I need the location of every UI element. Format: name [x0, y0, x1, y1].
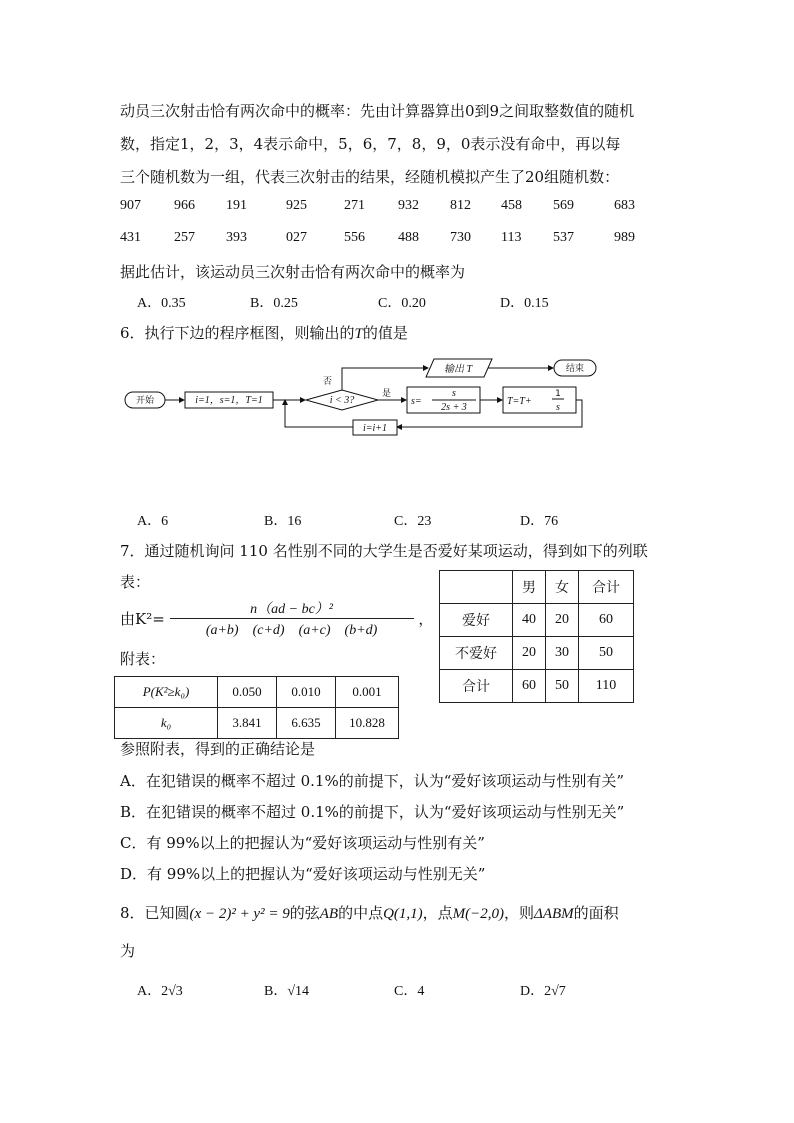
- midpoint-label: Q(1,1): [383, 906, 423, 922]
- q7-conclusion: 参照附表，得到的正确结论是: [120, 740, 316, 758]
- table-cell: 6.635: [277, 708, 336, 739]
- option-a: A．6: [137, 514, 169, 529]
- random-number: 458: [501, 198, 522, 213]
- option-a: A．在犯错误的概率不超过 0.1%的前提下，认为“爱好该项运动与性别有关”: [120, 772, 625, 790]
- option-b: B．0.25: [250, 296, 298, 311]
- table-row: [440, 670, 634, 703]
- chi-square-formula: [120, 598, 433, 639]
- option-a: A．0.35: [137, 296, 186, 311]
- option-d: D．有 99%以上的把握认为“爱好该项运动与性别无关”: [120, 865, 486, 883]
- table-cell: 50: [546, 670, 579, 703]
- formula-prefix: 由K²=: [120, 610, 165, 628]
- table-cell: 男: [513, 571, 546, 604]
- flowchart-start-label: 开始: [135, 396, 155, 406]
- flowchart-no-label: 否: [323, 377, 333, 387]
- table-cell: 0.010: [277, 677, 336, 708]
- table-cell: 110: [579, 670, 634, 703]
- random-number: 812: [450, 198, 471, 213]
- random-number: 191: [226, 198, 247, 213]
- q6-stem: 6．执行下边的程序框图，则输出的T的值是: [120, 324, 408, 342]
- option-c: C．23: [394, 514, 432, 529]
- option-b: B．在犯错误的概率不超过 0.1%的前提下，认为“爱好该项运动与性别无关”: [120, 803, 625, 821]
- random-number: 537: [553, 230, 574, 245]
- flowchart-end-label: 结束: [565, 364, 585, 374]
- flowchart-yes-label: 是: [382, 389, 392, 399]
- q8-stem: 8．已知圆(x − 2)² + y² = 9的弦AB的中点Q(1,1)，点M(−2,0)，则ΔABM的面积: [120, 904, 619, 922]
- q7-stem-cont: 表：: [120, 573, 151, 591]
- option-c: C．有 99%以上的把握认为“爱好该项运动与性别有关”: [120, 834, 485, 852]
- random-number: 271: [344, 198, 365, 213]
- random-number: 730: [450, 230, 471, 245]
- option-c: C．4: [394, 984, 425, 999]
- point-label: M(−2,0): [452, 906, 505, 922]
- table-cell: 合计: [440, 670, 513, 703]
- random-number: 932: [398, 198, 419, 213]
- flowchart-output-label: 输出 T: [443, 364, 473, 375]
- option-b: B．16: [264, 514, 302, 529]
- table-cell: 20: [546, 604, 579, 637]
- random-number: 569: [553, 198, 574, 213]
- table-cell: 20: [513, 637, 546, 670]
- random-number: 907: [120, 198, 141, 213]
- random-number: 966: [174, 198, 195, 213]
- formula-fraction: [170, 598, 414, 639]
- table-cell: 60: [513, 670, 546, 703]
- option-d: D．76: [520, 514, 559, 529]
- critical-value-table: [114, 676, 399, 739]
- appendix-label: 附表：: [120, 650, 166, 668]
- flowchart-t-lhs: T=T+: [507, 396, 532, 407]
- flowchart-t-den: s: [556, 402, 560, 413]
- table-row: [115, 708, 399, 739]
- table-cell: 30: [546, 637, 579, 670]
- table-cell: 50: [579, 637, 634, 670]
- table-cell: 女: [546, 571, 579, 604]
- formula-numerator: n（ad − bc）²: [170, 598, 414, 619]
- q8-stem-cont: 为: [120, 942, 136, 960]
- random-number: 027: [286, 230, 307, 245]
- option-d: D．2√7: [520, 984, 566, 999]
- table-cell: 0.050: [218, 677, 277, 708]
- table-cell: 3.841: [218, 708, 277, 739]
- flowchart-t-num: 1: [555, 389, 561, 399]
- chord-label: AB: [319, 906, 339, 922]
- q7-stem: 7．通过随机询问 110 名性别不同的大学生是否爱好某项运动，得到如下的列联: [120, 542, 648, 560]
- table-cell: 爱好: [440, 604, 513, 637]
- table-cell: [440, 571, 513, 604]
- flowchart-init-label: i=1，s=1，T=1: [195, 395, 263, 406]
- flowchart-s-lhs: s=: [411, 396, 422, 407]
- table-cell: 合计: [579, 571, 634, 604]
- formula-denominator: (a+b) (c+d) (a+c) (b+d): [205, 623, 378, 638]
- random-number: 257: [174, 230, 195, 245]
- random-number: 113: [501, 230, 522, 245]
- flowchart-s-den: 2s + 3: [441, 402, 467, 413]
- q5-line1: 动员三次射击恰有两次命中的概率：先由计算器算出0到9之间取整数值的随机: [120, 102, 635, 120]
- random-number: 393: [226, 230, 247, 245]
- q5-estimate: 据此估计，该运动员三次射击恰有两次命中的概率为: [120, 263, 466, 281]
- option-d: D．0.15: [500, 296, 549, 311]
- q5-line2: 数，指定1，2，3，4表示命中，5，6，7，8，9，0表示没有命中，再以每: [120, 135, 621, 153]
- flowchart-s-num: s: [452, 388, 456, 399]
- q5-line3: 三个随机数为一组，代表三次射击的结果，经随机模拟产生了20组随机数：: [120, 168, 620, 186]
- option-b: B．√14: [264, 984, 310, 999]
- contingency-table: [439, 570, 634, 703]
- table-header-row: [440, 571, 634, 604]
- flowchart-increment-label: i=i+1: [362, 423, 388, 434]
- table-row: [440, 604, 634, 637]
- table-row: [440, 637, 634, 670]
- table-cell: P(K²≥k₀): [115, 677, 218, 708]
- table-cell: 0.001: [336, 677, 399, 708]
- random-number: 488: [398, 230, 419, 245]
- table-cell: 10.828: [336, 708, 399, 739]
- triangle-label: ΔABM: [534, 906, 574, 922]
- circle-equation: (x − 2)² + y² = 9: [189, 906, 290, 922]
- formula-suffix: ，: [418, 610, 434, 628]
- table-cell: 不爱好: [440, 637, 513, 670]
- random-number: 431: [120, 230, 141, 245]
- table-cell: 60: [579, 604, 634, 637]
- q6-variable: T: [354, 326, 363, 342]
- table-cell: k₀: [115, 708, 218, 739]
- random-number: 925: [286, 198, 307, 213]
- random-number: 683: [614, 198, 635, 213]
- option-a: A．2√3: [137, 984, 183, 999]
- table-cell: 40: [513, 604, 546, 637]
- random-number: 989: [614, 230, 635, 245]
- flowchart-condition-label: i < 3?: [329, 395, 355, 406]
- flowchart: [120, 350, 610, 442]
- table-row: [115, 677, 399, 708]
- random-number: 556: [344, 230, 365, 245]
- option-c: C．0.20: [378, 296, 426, 311]
